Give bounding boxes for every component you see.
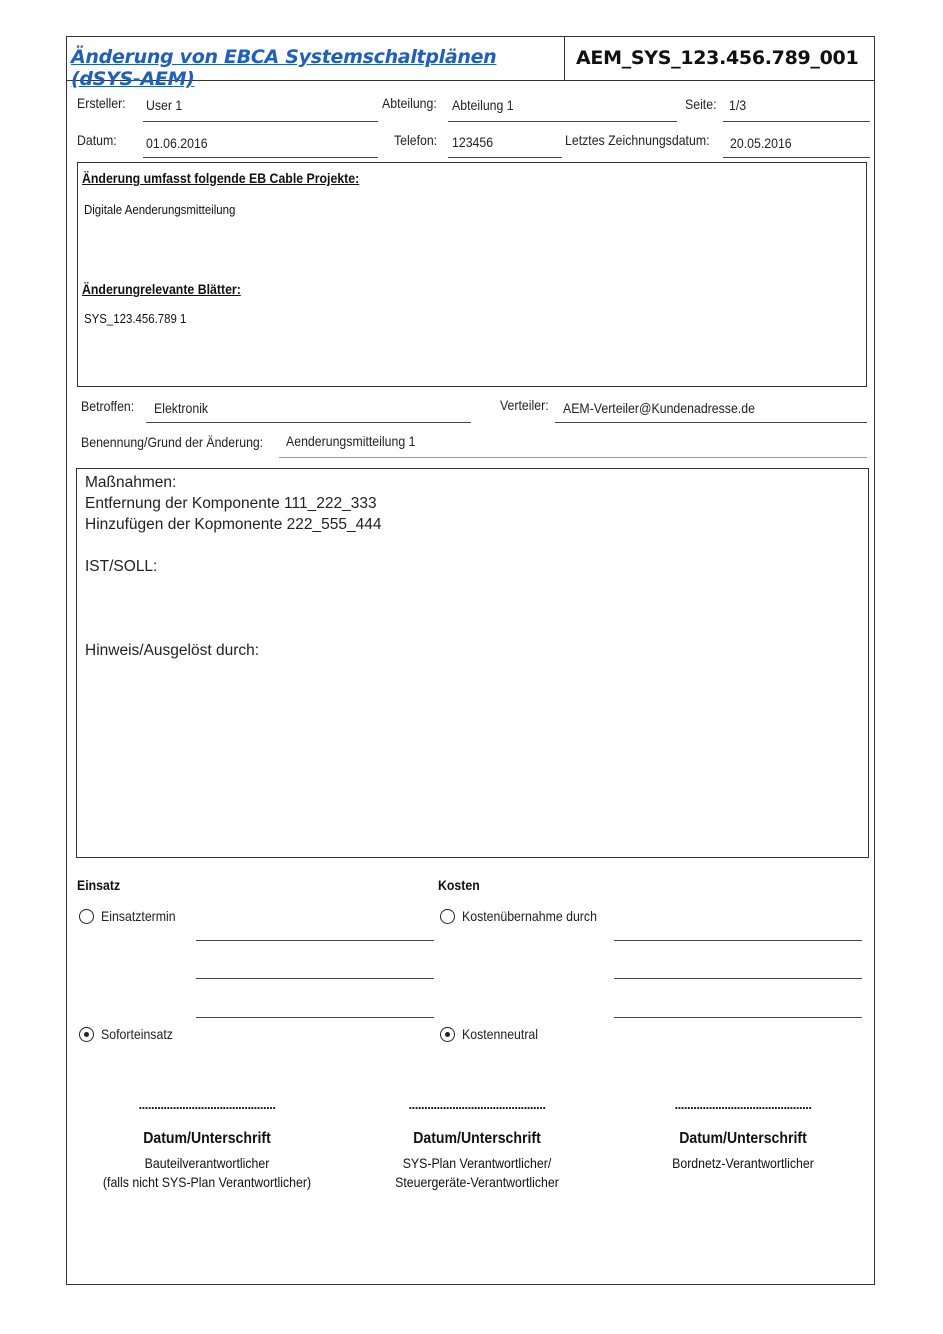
grund-underline (279, 457, 867, 458)
signature-title: Datum/Unterschrift (679, 1130, 807, 1147)
letztes-zeichnungsdatum-underline (723, 157, 870, 158)
signature-role-note: (falls nicht SYS-Plan Verantwortlicher) (102, 1174, 312, 1190)
sheets-value: SYS_123.456.789 1 (84, 311, 187, 326)
signature-block-bordnetz (613, 1097, 873, 1173)
signature-block-bauteil (77, 1097, 337, 1192)
measures-line (85, 535, 381, 556)
document-id-cell (565, 37, 874, 81)
kostenneutral-label: Kostenneutral (462, 1026, 539, 1042)
document-id: AEM_SYS_123.456.789_001 (576, 47, 859, 69)
einsatztermin-line-1[interactable] (196, 940, 434, 941)
verteiler-label: Verteiler: (500, 397, 549, 413)
measures-line: IST/SOLL: (85, 558, 158, 575)
ersteller-label: Ersteller: (77, 95, 126, 111)
signature-role-note: Steuergeräte-Verantwortlicher (395, 1174, 559, 1190)
betroffen-underline (146, 422, 471, 423)
projects-heading: Änderung umfasst folgende EB Cable Projekte: (82, 170, 360, 186)
form-title-cell (67, 37, 565, 90)
datum-underline (143, 157, 378, 158)
soforteinsatz-radio[interactable] (79, 1027, 94, 1042)
datum-label: Datum: (77, 132, 117, 148)
betroffen-field[interactable]: Elektronik (154, 400, 209, 416)
measures-box[interactable] (76, 468, 869, 858)
signature-dots[interactable]: ............................................ (408, 1097, 546, 1112)
telefon-label: Telefon: (394, 132, 438, 148)
grund-field[interactable]: Aenderungsmitteilung 1 (286, 433, 416, 449)
telefon-underline (448, 157, 562, 158)
projects-value: Digitale Aenderungsmitteilung (84, 202, 236, 217)
measures-line: Entfernung der Komponente 111_222_333 (85, 495, 377, 512)
seite-underline (723, 121, 870, 122)
signature-role: SYS-Plan Verantwortlicher/ (402, 1155, 552, 1171)
letztes-zeichnungsdatum-field[interactable]: 20.05.2016 (730, 135, 792, 151)
seite-field[interactable]: 1/3 (729, 97, 747, 113)
abteilung-label: Abteilung: (382, 95, 437, 111)
einsatztermin-line-3[interactable] (196, 1017, 434, 1018)
kostenuebernahme-label: Kostenübernahme durch (462, 908, 597, 924)
kostenuebernahme-radio[interactable] (440, 909, 455, 924)
soforteinsatz-label: Soforteinsatz (101, 1026, 173, 1042)
signature-role: Bordnetz-Verantwortlicher (672, 1155, 814, 1171)
einsatztermin-line-2[interactable] (196, 978, 434, 979)
signature-role: Bauteilverantwortlicher (144, 1155, 270, 1171)
sheets-heading: Änderungrelevante Blätter: (82, 281, 241, 297)
ersteller-underline (143, 121, 378, 122)
signature-title: Datum/Unterschrift (143, 1130, 271, 1147)
measures-line (85, 577, 381, 598)
ersteller-field[interactable]: User 1 (146, 97, 183, 113)
measures-line: Maßnahmen: (85, 474, 177, 491)
form-title: Änderung von EBCA Systemschaltplänen (dSYS-AEM) (71, 46, 497, 90)
kostenuebernahme-line-1[interactable] (614, 940, 862, 941)
measures-line (85, 598, 381, 619)
verteiler-field[interactable]: AEM-Verteiler@Kundenadresse.de (563, 400, 755, 416)
letztes-zeichnungsdatum-label: Letztes Zeichnungsdatum: (565, 132, 710, 148)
signature-title: Datum/Unterschrift (413, 1130, 541, 1147)
form-page (66, 36, 875, 1285)
measures-line (85, 619, 381, 640)
measures-text (85, 472, 381, 661)
telefon-field[interactable]: 123456 (452, 134, 494, 150)
kostenneutral-radio[interactable] (440, 1027, 455, 1042)
projects-box[interactable] (77, 162, 867, 387)
kosten-heading: Kosten (438, 877, 480, 893)
betroffen-label: Betroffen: (81, 398, 135, 414)
kostenuebernahme-line-2[interactable] (614, 978, 862, 979)
einsatztermin-label: Einsatztermin (101, 908, 176, 924)
signature-dots[interactable]: ............................................ (674, 1097, 812, 1112)
datum-field[interactable]: 01.06.2016 (146, 135, 208, 151)
einsatztermin-radio[interactable] (79, 909, 94, 924)
grund-label: Benennung/Grund der Änderung: (81, 434, 264, 450)
kostenuebernahme-line-3[interactable] (614, 1017, 862, 1018)
verteiler-underline (555, 422, 867, 423)
signature-block-sysplan (347, 1097, 607, 1192)
abteilung-underline (448, 121, 677, 122)
abteilung-field[interactable]: Abteilung 1 (452, 97, 514, 113)
seite-label: Seite: (685, 96, 717, 112)
measures-line: Hinzufügen der Kopmonente 222_555_444 (85, 516, 382, 533)
measures-line: Hinweis/Ausgelöst durch: (85, 642, 260, 659)
einsatz-heading: Einsatz (77, 877, 121, 893)
signature-dots[interactable]: ............................................ (138, 1097, 276, 1112)
